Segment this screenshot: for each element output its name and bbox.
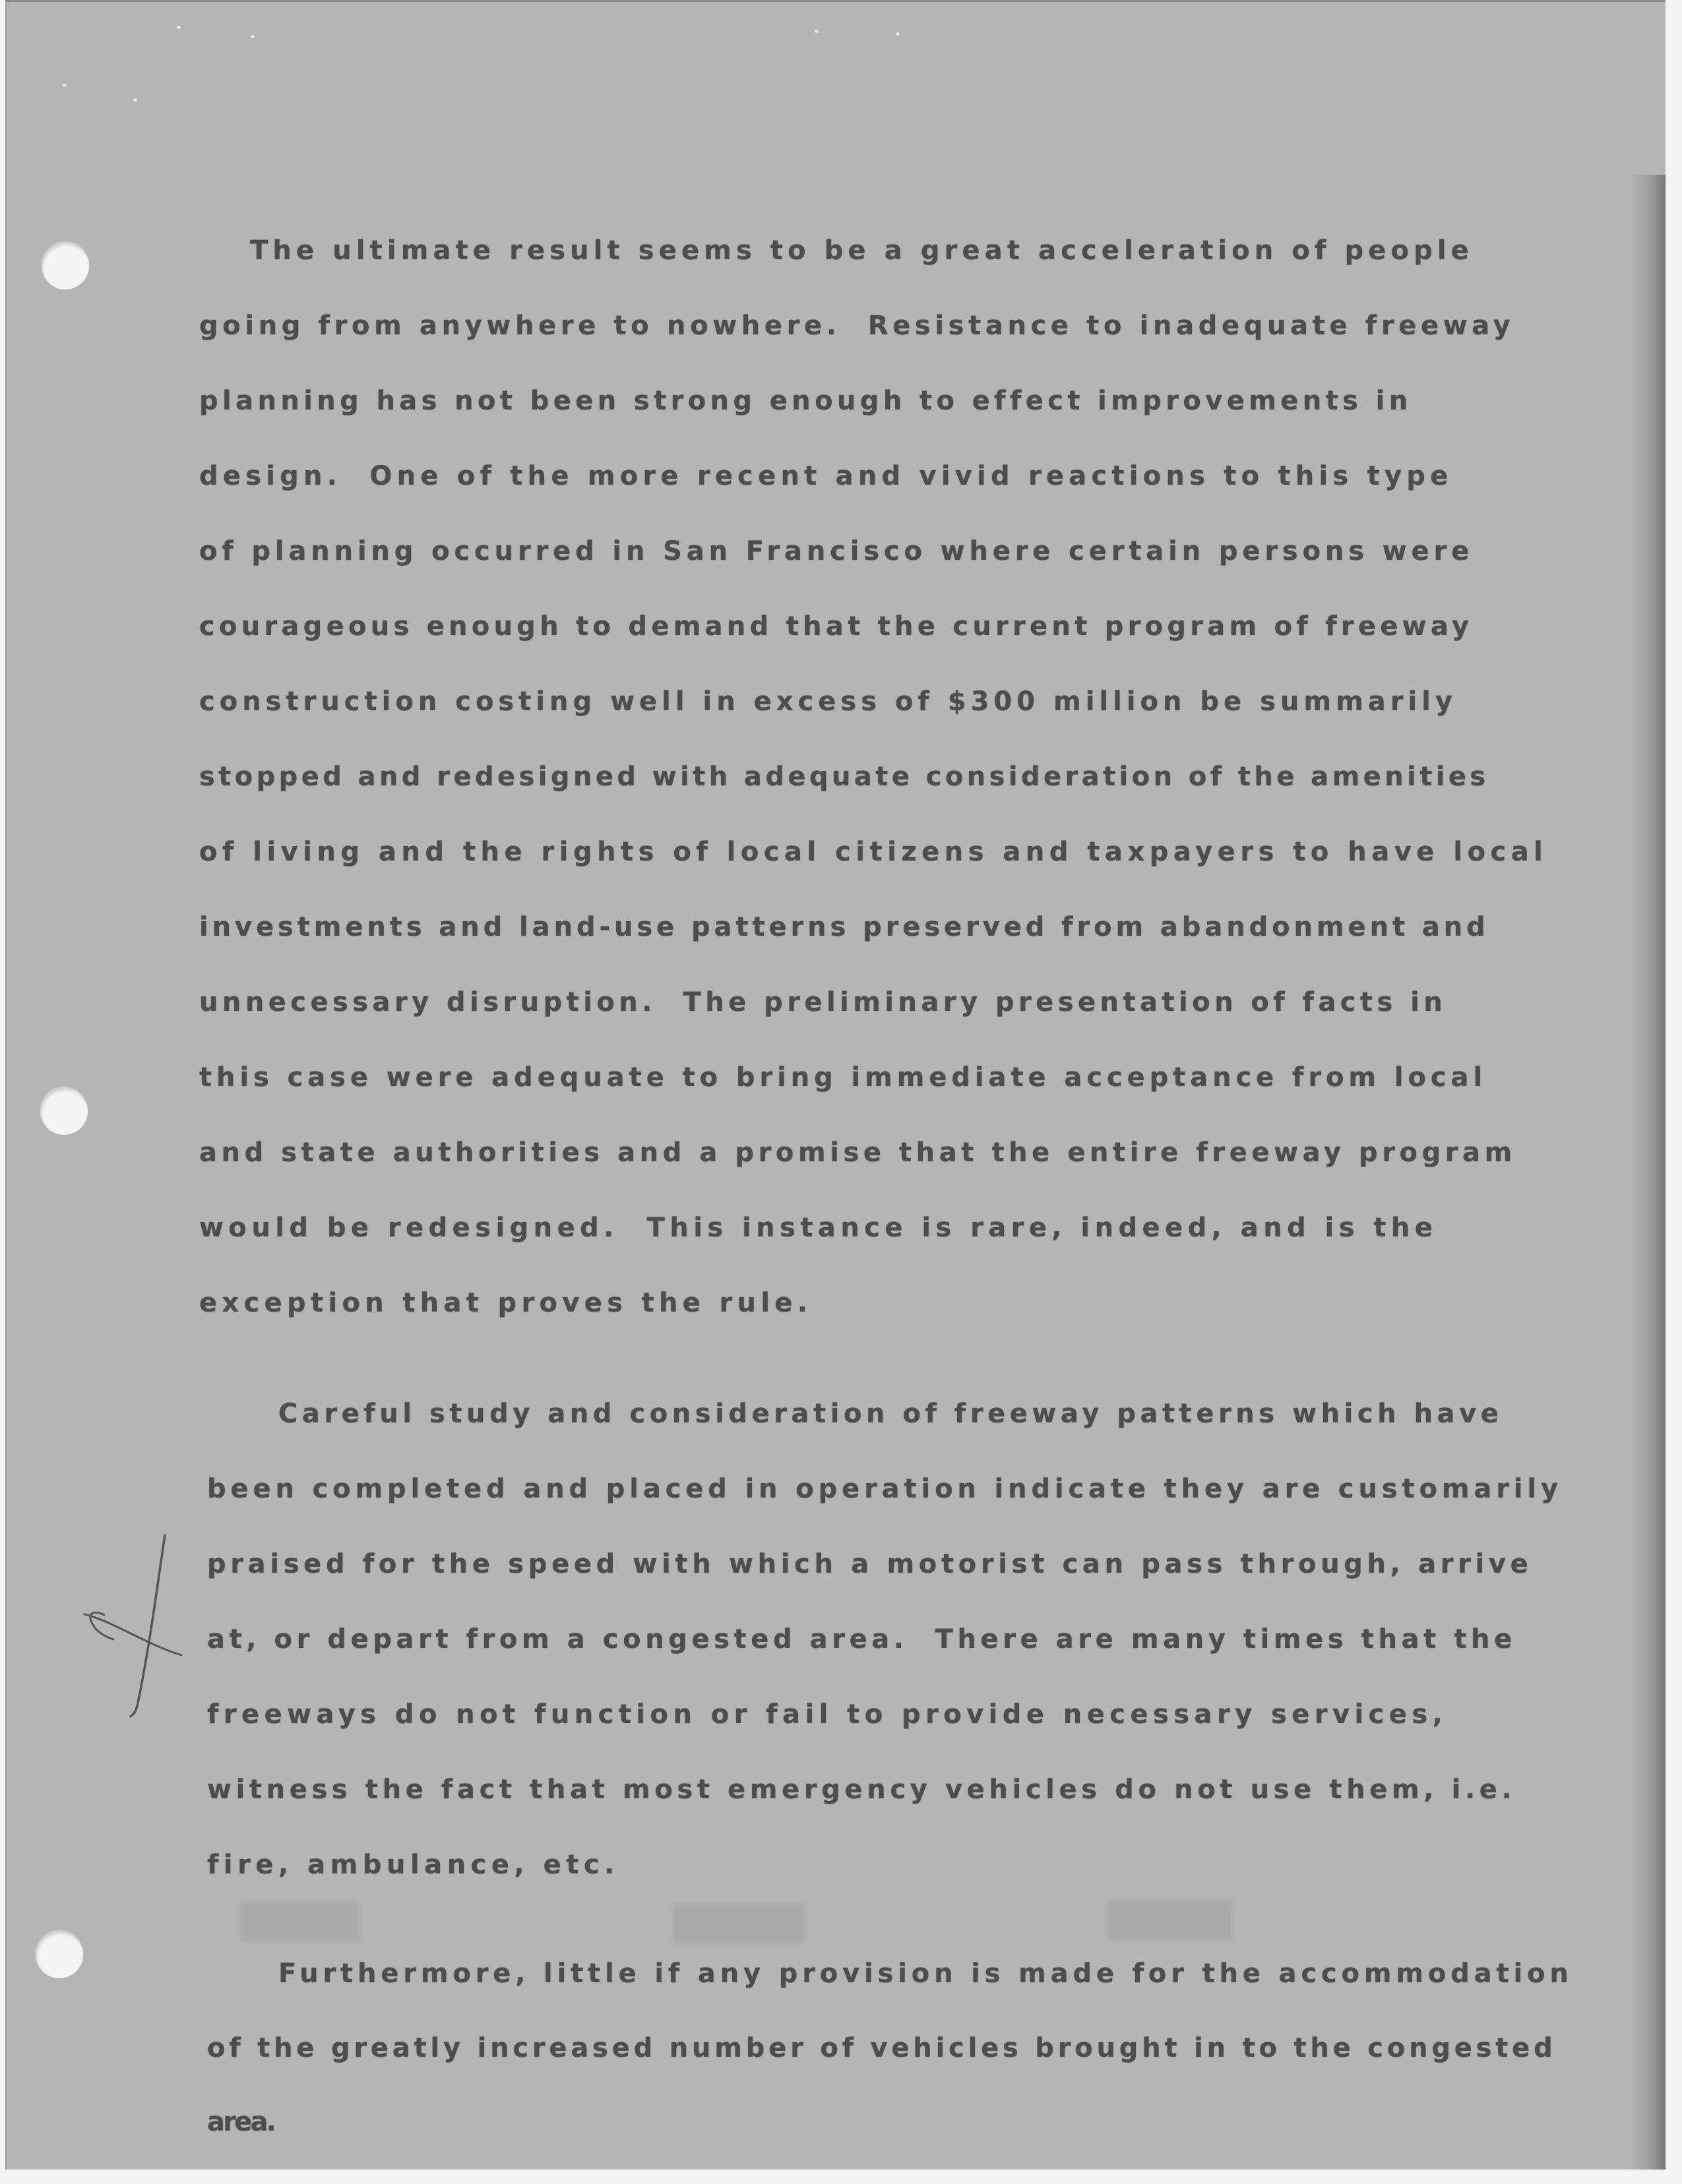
text-line: area. [207, 2107, 275, 2137]
smudge [1107, 1901, 1232, 1941]
smudge [673, 1904, 805, 1943]
cross-mark-icon [73, 1529, 191, 1726]
speck [896, 32, 900, 36]
page-edge-shadow [1629, 175, 1666, 2169]
speck [63, 84, 67, 87]
punch-hole-middle [40, 1087, 88, 1135]
text-line: would be redesigned. This instance is rare, indeed, and is the [199, 1213, 1438, 1243]
text-line: fire, ambulance, etc. [207, 1850, 619, 1880]
text-line: been completed and placed in operation indicate they are customarily [207, 1474, 1563, 1504]
punch-hole-bottom [36, 1931, 83, 1978]
text-line: construction costing well in excess of $300 million be summarily [199, 686, 1457, 717]
text-line: of the greatly increased number of vehicles brought in to the congested [207, 2033, 1557, 2063]
text-line: courageous enough to demand that the current program of freeway [199, 611, 1474, 642]
speck [177, 26, 181, 29]
text-line: freeways do not function or fail to provide necessary services, [207, 1699, 1448, 1730]
text-line: praised for the speed with which a motorist can pass through, arrive [207, 1549, 1533, 1579]
text-line: of living and the rights of local citizens and taxpayers to have local [199, 837, 1548, 867]
text-line: of planning occurred in San Francisco where certain persons were [199, 536, 1474, 566]
text-line: unnecessary disruption. The preliminary presentation of facts in [199, 987, 1447, 1017]
document-page [5, 0, 1666, 2169]
speck [251, 35, 255, 38]
text-line: at, or depart from a congested area. There are many times that the [207, 1624, 1516, 1654]
speck [815, 30, 819, 33]
text-line: and state authorities and a promise that the entire freeway program [199, 1138, 1516, 1168]
text-line: planning has not been strong enough to effect improvements in [199, 386, 1412, 416]
text-line: investments and land-use patterns preserved from abandonment and [199, 912, 1489, 942]
text-line: exception that proves the rule. [199, 1288, 813, 1318]
text-line: design. One of the more recent and vivid reactions to this type [199, 461, 1453, 491]
text-line: going from anywhere to nowhere. Resistance to inadequate freeway [199, 311, 1515, 341]
text-line: witness the fact that most emergency vehicles do not use them, i.e. [207, 1774, 1516, 1805]
speck [133, 98, 137, 102]
text-line: Furthermore, little if any provision is made for the accommodation [278, 1958, 1573, 1989]
text-line: Careful study and consideration of freeway patterns which have [278, 1399, 1503, 1429]
punch-hole-top [42, 242, 89, 289]
text-line: The ultimate result seems to be a great acceleration of people [250, 235, 1474, 266]
text-line: this case were adequate to bring immediate acceptance from local [199, 1062, 1487, 1093]
text-line: stopped and redesigned with adequate consideration of the amenities [199, 762, 1489, 792]
smudge [241, 1902, 359, 1942]
